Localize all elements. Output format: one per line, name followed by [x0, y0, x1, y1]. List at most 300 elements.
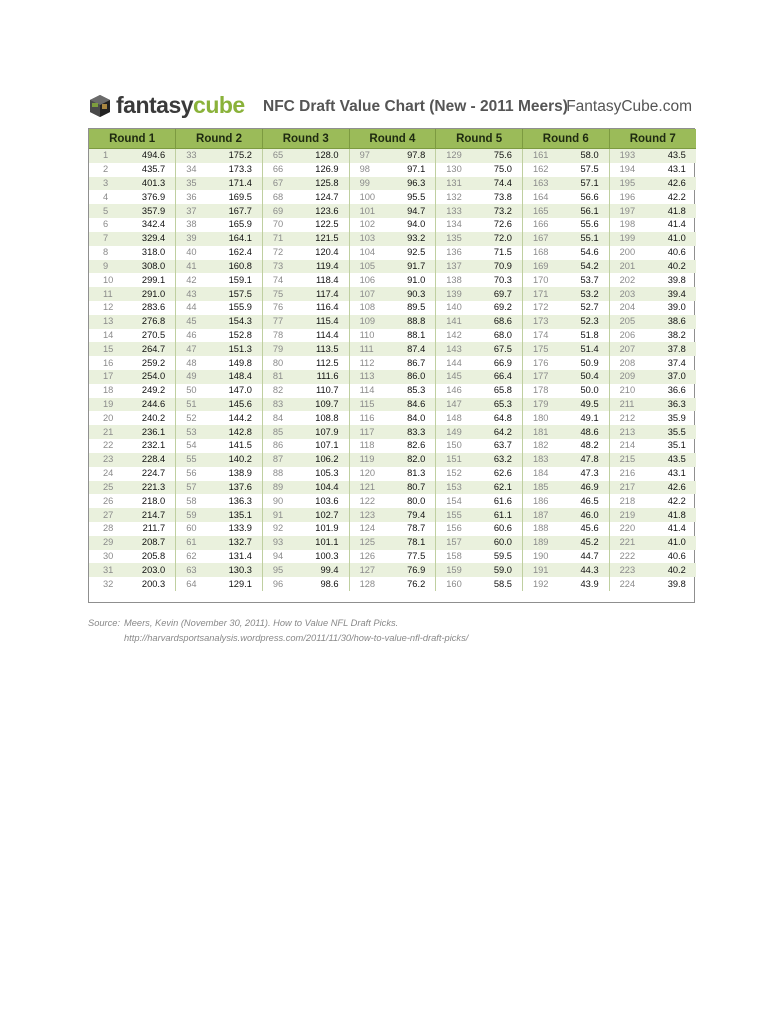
table-row: [89, 398, 696, 412]
pick-number: 162: [522, 163, 554, 177]
pick-number: 212: [609, 411, 641, 425]
pick-value: 211.7: [142, 523, 166, 534]
pick-number: 4: [103, 191, 109, 202]
pick-number: 131: [436, 177, 468, 191]
pick-value: 114.4: [315, 329, 339, 340]
table-row: [89, 342, 696, 356]
pick-value: 40.6: [667, 550, 686, 561]
pick-number: 163: [522, 177, 554, 191]
pick-number: 214: [609, 439, 641, 453]
table-row: [89, 204, 696, 218]
pick-value: 41.8: [641, 508, 696, 522]
pick-number: 16: [103, 357, 114, 368]
pick-number: 93: [262, 536, 294, 550]
pick-number: 181: [522, 425, 554, 439]
pick-value: 58.5: [493, 578, 512, 589]
pick-number: 87: [262, 453, 294, 467]
pick-value: 43.5: [641, 453, 696, 467]
pick-number: 209: [609, 370, 641, 384]
pick-number: 25: [89, 481, 121, 495]
pick-value: 35.5: [641, 425, 696, 439]
pick-number: 19: [89, 398, 121, 412]
pick-value: 100.3: [315, 550, 339, 561]
pick-number: 85: [262, 425, 294, 439]
pick-number: 90: [262, 494, 294, 508]
pick-number: 14: [103, 329, 114, 340]
pick-value: 59.5: [493, 550, 512, 561]
pick-number: 201: [609, 260, 641, 274]
pick-number: 9: [89, 260, 121, 274]
pick-number: 2: [103, 164, 109, 175]
pick-value: 81.3: [407, 468, 426, 479]
pick-value: 39.8: [667, 274, 686, 285]
pick-number: 198: [609, 218, 641, 232]
pick-value: 40.2: [641, 260, 696, 274]
pick-number: 58: [176, 494, 208, 508]
pick-value: 43.5: [641, 149, 696, 163]
pick-value: 116.4: [315, 302, 339, 313]
pick-value: 37.0: [641, 370, 696, 384]
pick-value: 299.1: [141, 274, 166, 285]
pick-value: 53.7: [580, 274, 599, 285]
pick-value: 52.7: [580, 302, 599, 313]
pick-value: 80.7: [381, 481, 436, 495]
pick-value: 165.9: [228, 219, 252, 230]
pick-number: 91: [262, 508, 294, 522]
pick-number: 193: [609, 149, 641, 163]
pick-number: 7: [89, 232, 121, 246]
logo-wordmark[interactable]: [116, 90, 245, 120]
source-label: Source:: [88, 618, 121, 628]
table-row: [89, 425, 696, 439]
pick-value: 96.3: [381, 177, 436, 191]
pick-number: 118: [349, 439, 381, 453]
pick-number: 1: [89, 149, 121, 163]
pick-number: 112: [349, 356, 381, 370]
pick-value: 76.9: [381, 563, 436, 577]
pick-value: 43.9: [580, 578, 599, 589]
pick-number: 130: [436, 163, 468, 177]
pick-number: 17: [89, 370, 121, 384]
pick-number: 147: [436, 398, 468, 412]
pick-value: 117.4: [294, 287, 349, 301]
pick-value: 110.7: [315, 385, 339, 396]
round-header: Round 5: [436, 129, 523, 149]
pick-value: 39.8: [667, 578, 686, 589]
pick-value: 401.3: [121, 177, 176, 191]
table-row: [89, 218, 696, 232]
pick-value: 69.7: [468, 287, 523, 301]
pick-number: 6: [103, 219, 109, 230]
pick-number: 67: [262, 177, 294, 191]
pick-number: 75: [262, 287, 294, 301]
pick-value: 39.0: [667, 302, 686, 313]
pick-number: 59: [176, 508, 208, 522]
pick-number: 126: [349, 550, 381, 564]
pick-number: 79: [262, 342, 294, 356]
pick-number: 145: [436, 370, 468, 384]
source-citation: [88, 616, 468, 646]
pick-value: 494.6: [121, 149, 176, 163]
pick-number: 143: [436, 342, 468, 356]
pick-number: 152: [436, 467, 468, 481]
pick-value: 308.0: [121, 260, 176, 274]
pick-value: 80.0: [407, 495, 426, 506]
table-row: [89, 149, 696, 163]
pick-value: 102.7: [294, 508, 349, 522]
pick-value: 164.1: [208, 232, 263, 246]
pick-number: 65: [262, 149, 294, 163]
pick-number: 171: [522, 287, 554, 301]
pick-number: 61: [176, 536, 208, 550]
pick-value: 70.3: [493, 274, 512, 285]
pick-number: 71: [262, 232, 294, 246]
pick-value: 137.6: [208, 481, 263, 495]
pick-value: 76.2: [407, 578, 426, 589]
pick-value: 97.1: [407, 164, 426, 175]
pick-value: 75.6: [468, 149, 523, 163]
pick-value: 99.4: [294, 563, 349, 577]
pick-value: 40.2: [641, 563, 696, 577]
pick-value: 41.0: [641, 536, 696, 550]
pick-number: 83: [262, 398, 294, 412]
pick-value: 224.7: [141, 468, 166, 479]
pick-number: 186: [522, 494, 554, 508]
pick-number: 46: [176, 329, 208, 343]
pick-number: 204: [609, 301, 641, 315]
pick-number: 38: [176, 218, 208, 232]
pick-number: 187: [522, 508, 554, 522]
pick-number: 103: [349, 232, 381, 246]
pick-number: 82: [262, 384, 294, 398]
pick-number: 155: [436, 508, 468, 522]
pick-value: 259.2: [141, 357, 166, 368]
pick-value: 42.6: [641, 177, 696, 191]
pick-number: 53: [176, 425, 208, 439]
pick-number: 33: [176, 149, 208, 163]
pick-value: 61.6: [493, 495, 512, 506]
pick-number: 142: [436, 329, 468, 343]
pick-number: 80: [262, 356, 294, 370]
pick-number: 191: [522, 563, 554, 577]
pick-number: 21: [89, 425, 121, 439]
pick-number: 23: [89, 453, 121, 467]
pick-number: 123: [349, 508, 381, 522]
pick-value: 66.9: [493, 357, 512, 368]
pick-number: 168: [522, 246, 554, 260]
pick-value: 38.2: [667, 329, 686, 340]
pick-value: 43.1: [667, 468, 686, 479]
source-url[interactable]: http://harvardsportsanalysis.wordpress.com/2011/11/30/how-to-value-nfl-draft-picks/: [124, 633, 469, 643]
pick-number: 55: [176, 453, 208, 467]
pick-number: 95: [262, 563, 294, 577]
pick-number: 221: [609, 536, 641, 550]
pick-value: 136.3: [228, 495, 252, 506]
pick-number: 125: [349, 536, 381, 550]
pick-value: 131.4: [228, 550, 252, 561]
pick-value: 48.6: [554, 425, 609, 439]
pick-number: 184: [522, 467, 554, 481]
pick-value: 205.8: [141, 550, 166, 561]
table-row: [89, 563, 696, 577]
pick-number: 167: [522, 232, 554, 246]
table-row: [89, 260, 696, 274]
pick-value: 46.5: [580, 495, 599, 506]
pick-value: 69.2: [493, 302, 512, 313]
pick-value: 60.6: [493, 523, 512, 534]
pick-number: 8: [103, 247, 109, 258]
pick-value: 73.8: [493, 191, 512, 202]
round-header: Round 6: [522, 129, 609, 149]
pick-value: 37.4: [667, 357, 686, 368]
pick-number: 32: [103, 578, 114, 589]
pick-number: 68: [262, 190, 294, 204]
pick-number: 207: [609, 342, 641, 356]
pick-number: 122: [349, 494, 381, 508]
pick-number: 222: [609, 550, 641, 564]
pick-number: 173: [522, 315, 554, 329]
pick-value: 49.1: [580, 412, 599, 423]
pick-number: 117: [349, 425, 381, 439]
pick-value: 162.4: [228, 247, 252, 258]
table-row: [89, 550, 696, 564]
pick-value: 103.6: [315, 495, 339, 506]
pick-number: 202: [609, 273, 641, 287]
pick-number: 13: [89, 315, 121, 329]
pick-value: 88.8: [381, 315, 436, 329]
pick-number: 199: [609, 232, 641, 246]
pick-value: 283.6: [141, 302, 166, 313]
pick-value: 141.5: [228, 440, 252, 451]
pick-value: 62.1: [468, 481, 523, 495]
pick-value: 62.6: [493, 468, 512, 479]
pick-number: 86: [262, 439, 294, 453]
table-row: [89, 411, 696, 425]
pick-value: 91.0: [407, 274, 426, 285]
pick-value: 357.9: [121, 204, 176, 218]
pick-value: 72.0: [468, 232, 523, 246]
pick-value: 203.0: [121, 563, 176, 577]
pick-number: 107: [349, 287, 381, 301]
pick-value: 86.7: [407, 357, 426, 368]
pick-number: 24: [103, 468, 114, 479]
pick-value: 79.4: [381, 508, 436, 522]
round-header: Round 7: [609, 129, 696, 149]
pick-value: 73.2: [468, 204, 523, 218]
pick-number: 94: [262, 550, 294, 564]
pick-number: 164: [522, 190, 554, 204]
pick-number: 160: [436, 577, 468, 591]
pick-value: 147.0: [228, 385, 252, 396]
pick-value: 107.9: [294, 425, 349, 439]
pick-value: 107.1: [315, 440, 339, 451]
pick-value: 142.8: [208, 425, 263, 439]
pick-value: 90.3: [381, 287, 436, 301]
pick-value: 53.2: [554, 287, 609, 301]
pick-number: 182: [522, 439, 554, 453]
pick-value: 148.4: [208, 370, 263, 384]
table-row: [89, 370, 696, 384]
pick-number: 192: [522, 577, 554, 591]
pick-value: 112.5: [315, 357, 339, 368]
pick-number: 153: [436, 481, 468, 495]
table-row: [89, 356, 696, 370]
table-row: [89, 494, 696, 508]
pick-number: 3: [89, 177, 121, 191]
pick-value: 85.3: [407, 385, 426, 396]
table-header-row: [89, 129, 696, 149]
pick-number: 206: [609, 329, 641, 343]
pick-number: 174: [522, 329, 554, 343]
pick-number: 218: [609, 494, 641, 508]
pick-number: 54: [176, 439, 208, 453]
pick-number: 190: [522, 550, 554, 564]
table-row: [89, 190, 696, 204]
pick-number: 211: [609, 398, 641, 412]
pick-value: 113.5: [294, 342, 349, 356]
round-header: Round 2: [176, 129, 263, 149]
pick-number: 100: [349, 190, 381, 204]
table-body: [89, 149, 696, 592]
pick-value: 46.0: [554, 508, 609, 522]
draft-value-table: [88, 128, 695, 603]
pick-value: 55.6: [580, 219, 599, 230]
site-name: FantasyCube.com: [566, 98, 692, 115]
pick-value: 84.0: [407, 412, 426, 423]
pick-value: 65.3: [468, 398, 523, 412]
pick-value: 232.1: [141, 440, 166, 451]
pick-value: 106.2: [294, 453, 349, 467]
pick-value: 72.6: [493, 219, 512, 230]
pick-value: 97.8: [381, 149, 436, 163]
pick-number: 57: [176, 481, 208, 495]
pick-value: 101.1: [294, 536, 349, 550]
pick-value: 87.4: [381, 342, 436, 356]
pick-number: 210: [609, 384, 641, 398]
pick-number: 88: [262, 467, 294, 481]
pick-number: 27: [89, 508, 121, 522]
pick-number: 124: [349, 522, 381, 536]
pick-value: 82.6: [407, 440, 426, 451]
pick-value: 50.4: [554, 370, 609, 384]
pick-number: 11: [89, 287, 121, 301]
pick-value: 329.4: [121, 232, 176, 246]
pick-value: 228.4: [121, 453, 176, 467]
pick-value: 318.0: [141, 247, 166, 258]
pick-value: 118.4: [315, 274, 339, 285]
pick-number: 63: [176, 563, 208, 577]
table-row: [89, 177, 696, 191]
pick-number: 177: [522, 370, 554, 384]
draft-table: [89, 129, 696, 591]
pick-value: 151.3: [208, 342, 263, 356]
pick-value: 54.6: [580, 247, 599, 258]
pick-value: 94.7: [381, 204, 436, 218]
pick-number: 105: [349, 260, 381, 274]
pick-value: 41.4: [667, 523, 686, 534]
pick-value: 157.5: [208, 287, 263, 301]
pick-value: 74.4: [468, 177, 523, 191]
pick-value: 36.3: [641, 398, 696, 412]
pick-number: 62: [176, 550, 208, 564]
pick-value: 57.5: [580, 164, 599, 175]
pick-number: 180: [522, 411, 554, 425]
pick-number: 22: [103, 440, 114, 451]
pick-value: 42.2: [667, 191, 686, 202]
pick-number: 110: [349, 329, 381, 343]
pick-number: 42: [176, 273, 208, 287]
pick-value: 95.5: [407, 191, 426, 202]
pick-number: 52: [176, 411, 208, 425]
pick-number: 149: [436, 425, 468, 439]
pick-number: 151: [436, 453, 468, 467]
pick-number: 132: [436, 190, 468, 204]
pick-value: 45.2: [554, 536, 609, 550]
pick-value: 51.4: [554, 342, 609, 356]
pick-value: 64.2: [468, 425, 523, 439]
pick-value: 71.5: [493, 247, 512, 258]
pick-number: 109: [349, 315, 381, 329]
pick-value: 63.7: [493, 440, 512, 451]
pick-value: 123.6: [294, 204, 349, 218]
pick-value: 86.0: [381, 370, 436, 384]
pick-value: 40.6: [667, 247, 686, 258]
pick-value: 51.8: [580, 329, 599, 340]
pick-value: 264.7: [121, 342, 176, 356]
pick-value: 67.5: [468, 342, 523, 356]
table-row: [89, 467, 696, 481]
pick-value: 60.0: [468, 536, 523, 550]
pick-number: 92: [262, 522, 294, 536]
pick-value: 82.0: [381, 453, 436, 467]
pick-number: 169: [522, 260, 554, 274]
pick-value: 78.7: [407, 523, 426, 534]
pick-number: 113: [349, 370, 381, 384]
pick-number: 119: [349, 453, 381, 467]
pick-number: 140: [436, 301, 468, 315]
pick-value: 68.6: [468, 315, 523, 329]
table-row: [89, 232, 696, 246]
pick-value: 42.6: [641, 481, 696, 495]
pick-value: 47.8: [554, 453, 609, 467]
pick-number: 172: [522, 301, 554, 315]
pick-value: 48.2: [580, 440, 599, 451]
pick-value: 45.6: [580, 523, 599, 534]
pick-number: 170: [522, 273, 554, 287]
pick-value: 38.6: [641, 315, 696, 329]
pick-number: 175: [522, 342, 554, 356]
pick-value: 122.5: [315, 219, 339, 230]
pick-value: 41.8: [641, 204, 696, 218]
pick-value: 58.0: [554, 149, 609, 163]
pick-number: 31: [89, 563, 121, 577]
pick-value: 101.9: [315, 523, 339, 534]
pick-value: 66.4: [468, 370, 523, 384]
pick-value: 236.1: [121, 425, 176, 439]
pick-number: 141: [436, 315, 468, 329]
pick-value: 56.6: [580, 191, 599, 202]
table-row: [89, 536, 696, 550]
pick-number: 106: [349, 273, 381, 287]
pick-number: 203: [609, 287, 641, 301]
table-row: [89, 287, 696, 301]
pick-number: 44: [176, 301, 208, 315]
pick-number: 216: [609, 467, 641, 481]
pick-number: 220: [609, 522, 641, 536]
pick-number: 158: [436, 550, 468, 564]
pick-value: 128.0: [294, 149, 349, 163]
pick-number: 150: [436, 439, 468, 453]
